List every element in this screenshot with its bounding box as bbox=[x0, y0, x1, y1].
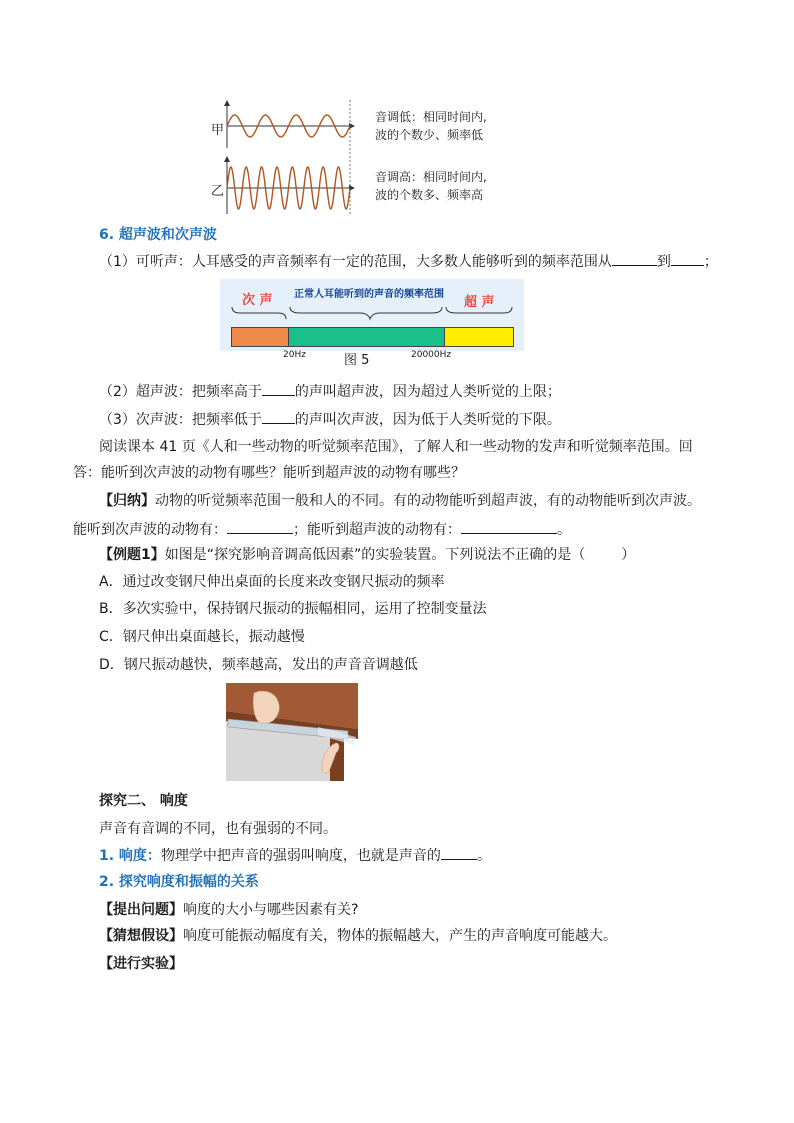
ultra-animals-label: ；能听到超声波的动物有： bbox=[293, 522, 461, 538]
paragraph-ultrasonic bbox=[99, 381, 561, 402]
hypothesis-text: 响度可能振动幅度有关，物体的振幅越大，产生的声音响度可能越大。 bbox=[183, 928, 617, 944]
ruler-experiment-image bbox=[226, 683, 358, 781]
segment-ultrasound bbox=[444, 327, 514, 347]
label-ultrasound: 超 声 bbox=[464, 295, 495, 310]
option-c: C．钢尺伸出桌面越长，振动越慢 bbox=[99, 629, 305, 645]
hypothesis bbox=[99, 926, 617, 946]
explore2-heading: 探究二、 响度 bbox=[99, 793, 188, 809]
loudness-end: 。 bbox=[476, 848, 491, 864]
reading-line-2: 答：能听到次声波的动物有哪些？能听到超声波的动物有哪些？ bbox=[73, 465, 465, 481]
example1-question: 如图是“探究影响音调高低因素”的实验装置。下列说法不正确的是（ bbox=[164, 547, 586, 563]
blank-low-limit[interactable] bbox=[612, 251, 657, 266]
loudness-definition bbox=[99, 845, 491, 866]
paragraph-audible bbox=[99, 251, 718, 272]
audible-end: ； bbox=[703, 254, 718, 270]
option-d: D．钢尺振动越快，频率越高，发出的声音音调越低 bbox=[99, 657, 418, 673]
loudness-head: 1. 响度： bbox=[99, 848, 161, 864]
blank-infra-animals[interactable] bbox=[227, 519, 293, 534]
option-a: A．通过改变钢尺伸出桌面的长度来改变钢尺振动的频率 bbox=[99, 574, 445, 590]
note-jia-line1: 音调低：相同时间内, bbox=[375, 110, 487, 124]
summary-line-1 bbox=[99, 491, 701, 511]
conduct-experiment: 【进行实验】 bbox=[99, 956, 183, 972]
ruler-illustration bbox=[226, 683, 358, 781]
example1-tag: 【例题1】 bbox=[99, 547, 165, 563]
wave-diagram bbox=[205, 98, 355, 216]
note-yi bbox=[375, 168, 487, 204]
tick-20hz: 20Hz bbox=[283, 350, 306, 360]
summary-text: 动物的听觉频率范围一般和人的不同。有的动物能听到超声波，有的动物能听到次声波。 bbox=[155, 493, 701, 509]
question-text: 响度的大小与哪些因素有关? bbox=[183, 902, 359, 918]
example1-close: ） bbox=[621, 547, 636, 563]
note-yi-line1: 音调高：相同时间内, bbox=[375, 170, 487, 184]
blank-ultra-animals[interactable] bbox=[461, 519, 557, 534]
summary-end: 。 bbox=[557, 522, 571, 538]
example1-stem bbox=[99, 545, 635, 565]
blank-ultrasonic[interactable] bbox=[262, 381, 295, 396]
infrasonic-text: （3）次声波：把频率低于 bbox=[99, 412, 262, 428]
wave-label-yi: 乙 bbox=[211, 184, 225, 199]
note-yi-line2: 波的个数多、频率高 bbox=[375, 188, 484, 202]
tick-20000hz: 20000Hz bbox=[411, 350, 452, 360]
paragraph-infrasonic bbox=[99, 409, 561, 430]
audible-to: 到 bbox=[656, 254, 671, 270]
blank-high-limit[interactable] bbox=[671, 251, 704, 266]
loudness-text: 物理学中把声音的强弱叫响度，也就是声音的 bbox=[160, 848, 441, 864]
reading-line-1: 阅读课本 41 页《人和一些动物的听觉频率范围》，了解人和一些动物的发声和听觉频率范围。回 bbox=[99, 439, 693, 455]
segment-audible bbox=[288, 327, 445, 347]
segment-infrasound bbox=[231, 327, 289, 347]
ultrasonic-text: （2）超声波：把频率高于 bbox=[99, 384, 262, 400]
raise-question bbox=[99, 900, 358, 920]
explore2-intro: 声音有音调的不同，也有强弱的不同。 bbox=[99, 821, 337, 837]
frequency-range-chart bbox=[220, 279, 524, 351]
note-jia-line2: 波的个数少、频率低 bbox=[375, 128, 484, 142]
label-infrasound: 次 声 bbox=[242, 293, 273, 308]
wave-figure bbox=[205, 98, 355, 216]
explore2-item2-heading: 2. 探究响度和振幅的关系 bbox=[99, 874, 259, 890]
audible-text: （1）可听声：人耳感受的声音频率有一定的范围，大多数人能够听到的频率范围从 bbox=[99, 254, 612, 270]
figure-caption: 图 5 bbox=[344, 353, 370, 368]
ultrasonic-text-2: 的声叫超声波，因为超过人类听觉的上限； bbox=[294, 384, 561, 400]
summary-tag: 【归纳】 bbox=[99, 493, 155, 509]
option-b: B．多次实验中，保持钢尺振动的振幅相同，运用了控制变量法 bbox=[99, 601, 487, 617]
section-6-heading: 6. 超声波和次声波 bbox=[99, 227, 217, 243]
hypothesis-tag: 【猜想假设】 bbox=[99, 928, 183, 944]
wave-label-jia: 甲 bbox=[211, 123, 225, 138]
note-jia bbox=[375, 108, 487, 144]
range-title: 正常人耳能听到的声音的频率范围 bbox=[294, 289, 444, 300]
blank-infrasonic[interactable] bbox=[262, 409, 295, 424]
infra-animals-label: 能听到次声波的动物有： bbox=[73, 522, 227, 538]
question-tag: 【提出问题】 bbox=[99, 902, 183, 918]
blank-loudness[interactable] bbox=[441, 845, 477, 860]
infrasonic-text-2: 的声叫次声波，因为低于人类听觉的下限。 bbox=[294, 412, 561, 428]
summary-line-2 bbox=[73, 519, 571, 540]
